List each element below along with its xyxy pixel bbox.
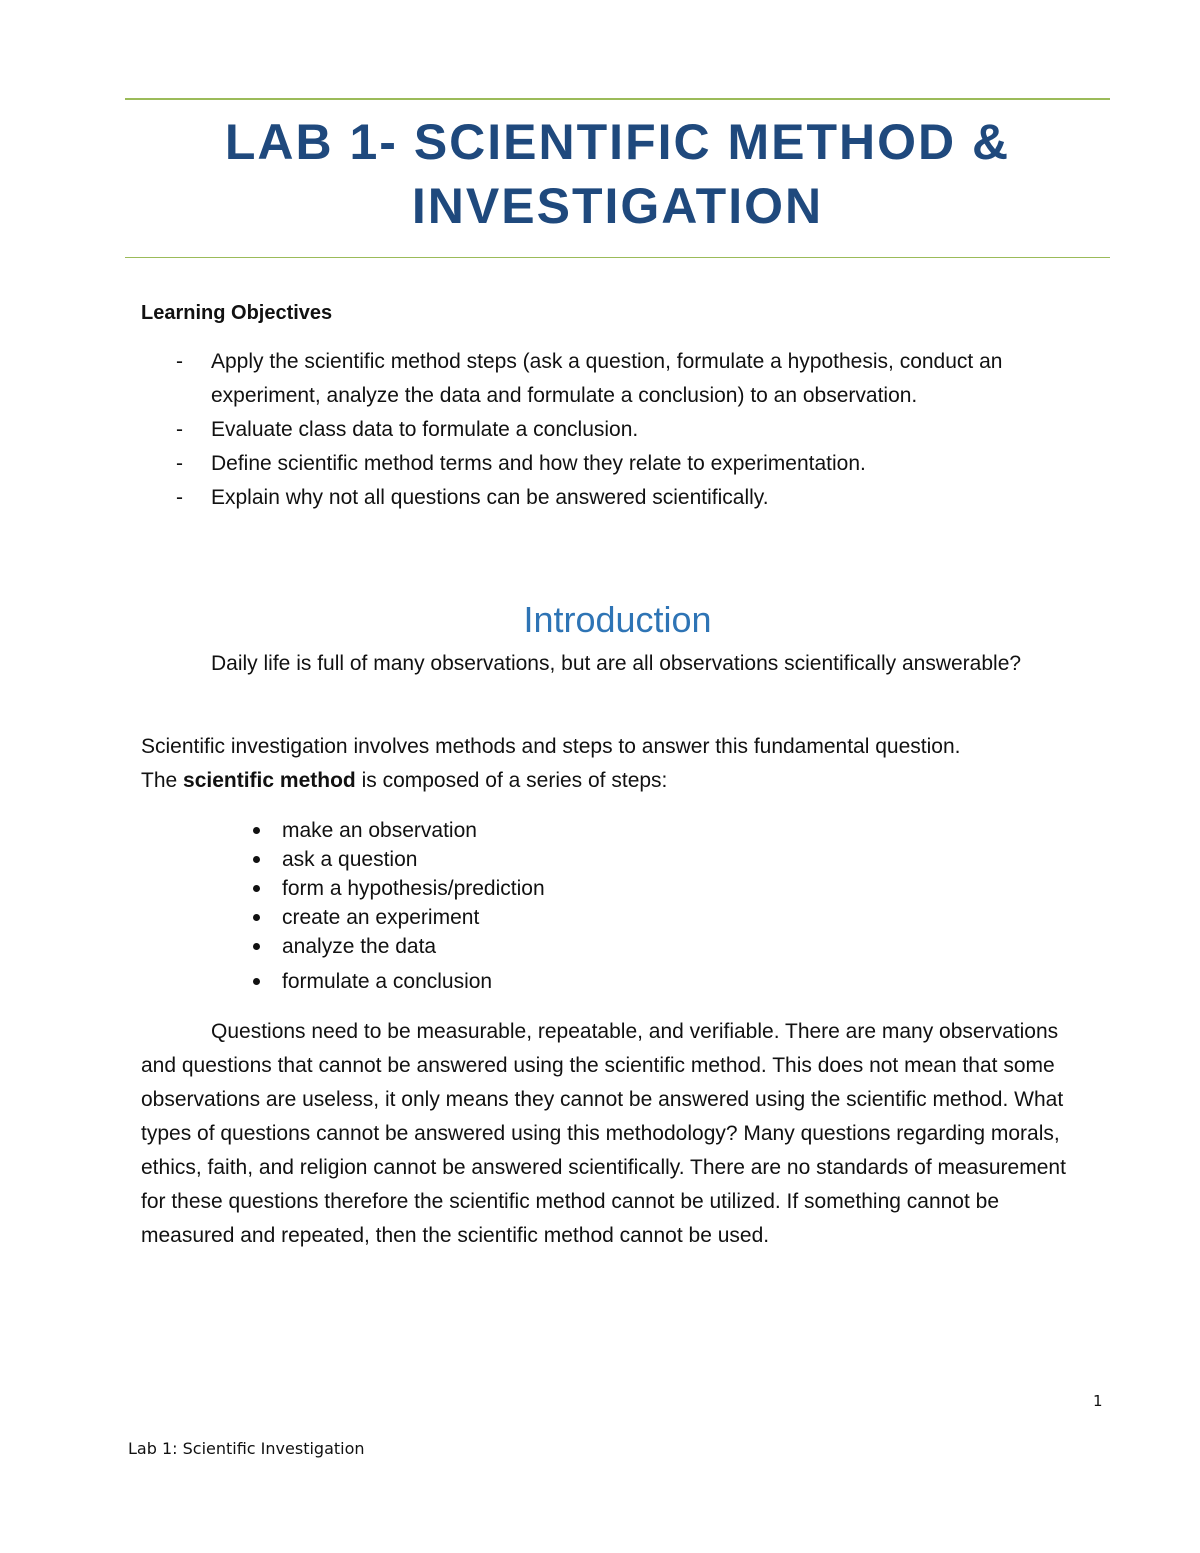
dash-bullet: -	[176, 486, 183, 509]
objective-text: Define scientific method terms and how they relate to experimentation.	[211, 452, 866, 475]
step-text: form a hypothesis/prediction	[282, 877, 545, 900]
method-steps-list	[141, 816, 545, 996]
learning-objectives-heading: Learning Objectives	[141, 302, 333, 324]
objectives-list	[141, 345, 1111, 515]
title-line-1: LAB 1- SCIENTIFIC METHOD &	[224, 114, 1011, 170]
step-item	[141, 816, 545, 845]
bullet-icon	[253, 827, 260, 834]
bullet-icon	[253, 856, 260, 863]
dash-bullet: -	[176, 452, 183, 475]
step-text: make an observation	[282, 819, 477, 842]
bullet-icon	[253, 978, 260, 985]
scientific-method-paragraph	[141, 730, 1101, 798]
title-top-rule	[125, 98, 1110, 100]
step-text: formulate a conclusion	[282, 970, 493, 993]
method-line-1: Scientific investigation involves methods and steps to answer this fundamental question.	[141, 735, 961, 758]
method-suffix: is composed of a series of steps:	[355, 769, 668, 792]
objective-text: Evaluate class data to formulate a conclusion.	[211, 418, 639, 441]
method-bold-term: scientific method	[183, 769, 356, 792]
questions-paragraph: Questions need to be measurable, repeatable, and verifiable. There are many observations and questions that cannot be answered using the scientific method. This does not mean that some observations are useless, it only means they cannot be answered using the scientific method. What types of questions cannot be answered using this methodology? Many questions regarding morals, ethics, faith, and religion cannot be answered scientifically. There are no standards of measurement for these questions therefore the scientific method cannot be utilized. If something cannot be measured and repeated, then the scientific method cannot be used.	[141, 1020, 1066, 1247]
dash-bullet: -	[176, 350, 183, 373]
step-item	[141, 967, 545, 996]
page-number: 1	[1093, 1392, 1103, 1410]
step-item	[141, 903, 545, 932]
objective-text: Apply the scientific method steps (ask a question, formulate a hypothesis, conduct an experiment, analyze the data and formulate a conclusion) to an observation.	[211, 350, 1003, 407]
objective-item	[141, 413, 1111, 447]
step-item	[141, 932, 545, 961]
dash-bullet: -	[176, 418, 183, 441]
step-text: ask a question	[282, 848, 418, 871]
step-text: analyze the data	[282, 935, 437, 958]
title-line-2: INVESTIGATION	[411, 178, 824, 234]
introduction-heading: Introduction	[523, 599, 712, 640]
bullet-icon	[253, 885, 260, 892]
step-item	[141, 874, 545, 903]
bullet-icon	[253, 943, 260, 950]
objective-item	[141, 345, 1111, 413]
step-text: create an experiment	[282, 906, 480, 929]
step-item	[141, 845, 545, 874]
method-prefix: The	[141, 769, 184, 792]
objective-item	[141, 481, 1111, 515]
document-title	[125, 110, 1110, 238]
page-footer: Lab 1: Scientific Investigation	[128, 1439, 365, 1458]
introduction-first-paragraph: Daily life is full of many observations, but are all observations scientifically answerable?	[211, 652, 1022, 675]
title-bottom-rule	[125, 257, 1110, 258]
objective-item	[141, 447, 1111, 481]
bullet-icon	[253, 914, 260, 921]
objective-text: Explain why not all questions can be answered scientifically.	[211, 486, 769, 509]
